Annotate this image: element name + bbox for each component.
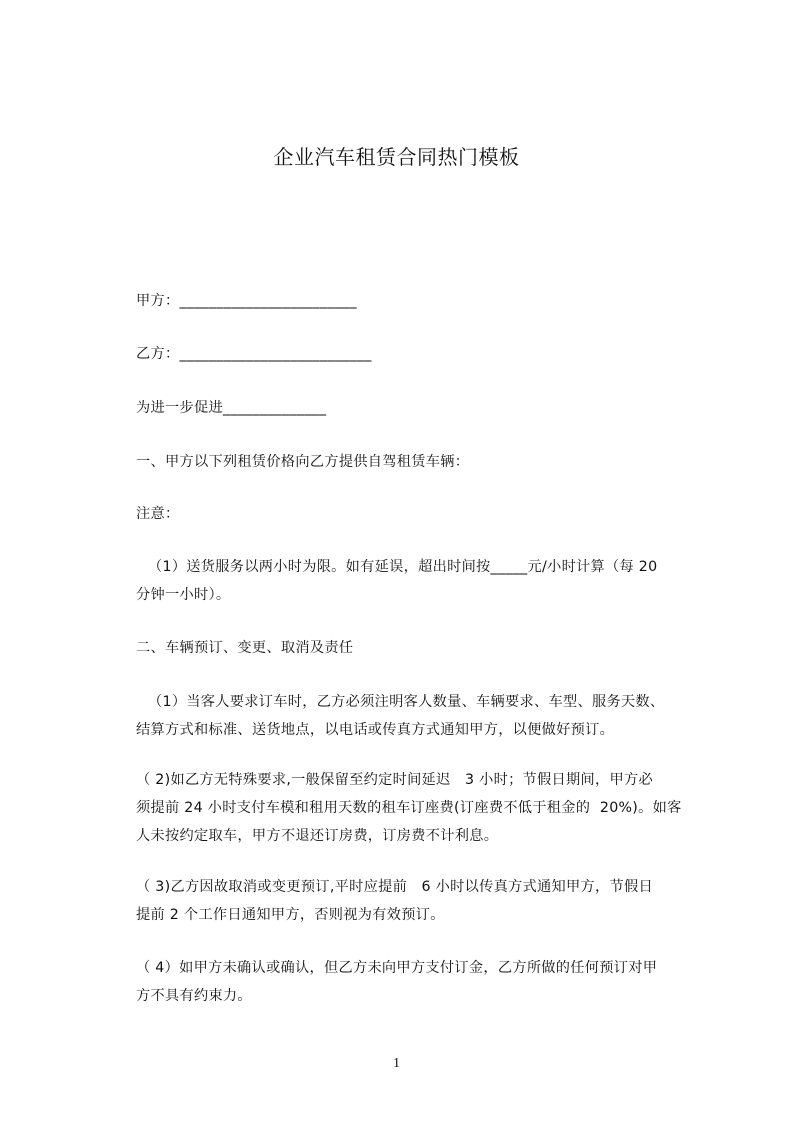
note-1-line-2: 分钟一小时）。 bbox=[136, 587, 231, 603]
note-1-line-1: （1）送货服务以两小时为限。如有延误，超出时间按_____元/小时计算（每 20 bbox=[148, 559, 658, 575]
item-4-line-2: 方不具有约束力。 bbox=[136, 988, 252, 1004]
section2-heading: 二、车辆预订、变更、取消及责任 bbox=[136, 640, 354, 656]
intro-line: 为进一步促进______________ bbox=[136, 400, 327, 416]
item-3-paragraph bbox=[136, 873, 696, 929]
item-2-line-3: 人未按约定取车，甲方不退还订房费，订房费不计利息。 bbox=[136, 828, 499, 844]
document-title: 企业汽车租赁合同热门模板 bbox=[273, 145, 520, 169]
item-3-line-2: 提前 2 个工作日通知甲方，否则视为有效预订。 bbox=[136, 907, 445, 923]
item-3-line-1: （ 3)乙方因故取消或变更预订,平时应提前 6 小时以传真方式通知甲方，节假日 bbox=[136, 879, 653, 895]
section1-heading: 一、甲方以下列租赁价格向乙方提供自驾租赁车辆： bbox=[136, 454, 470, 470]
item-4-line-1: （ 4）如甲方未确认或确认，但乙方未向甲方支付订金，乙方所做的任何预订对甲 bbox=[136, 960, 658, 976]
party-b-line: 乙方：__________________________ bbox=[136, 346, 372, 362]
item-1-line-2: 结算方式和标准、送货地点，以电话或传真方式通知甲方，以便做好预订。 bbox=[136, 722, 615, 738]
item-4-paragraph bbox=[136, 954, 696, 1010]
party-a-line: 甲方：________________________ bbox=[136, 293, 357, 309]
item-2-line-1: （ 2)如乙方无特殊要求,一般保留至约定时间延迟 3 小时；节假日期间，甲方必 bbox=[136, 772, 653, 788]
note-1-paragraph bbox=[136, 553, 696, 609]
item-2-line-2: 须提前 24 小时支付车模和租用天数的租车订座费(订座费不低于租金的 20%)。如客 bbox=[136, 800, 682, 816]
page-number: 1 bbox=[393, 1056, 400, 1071]
item-2-paragraph bbox=[136, 766, 696, 850]
item-1-line-1: （1）当客人要求订车时，乙方必须注明客人数量、车辆要求、车型、服务天数、 bbox=[148, 694, 665, 710]
item-1-paragraph bbox=[136, 688, 696, 744]
note-label: 注意： bbox=[136, 506, 180, 522]
